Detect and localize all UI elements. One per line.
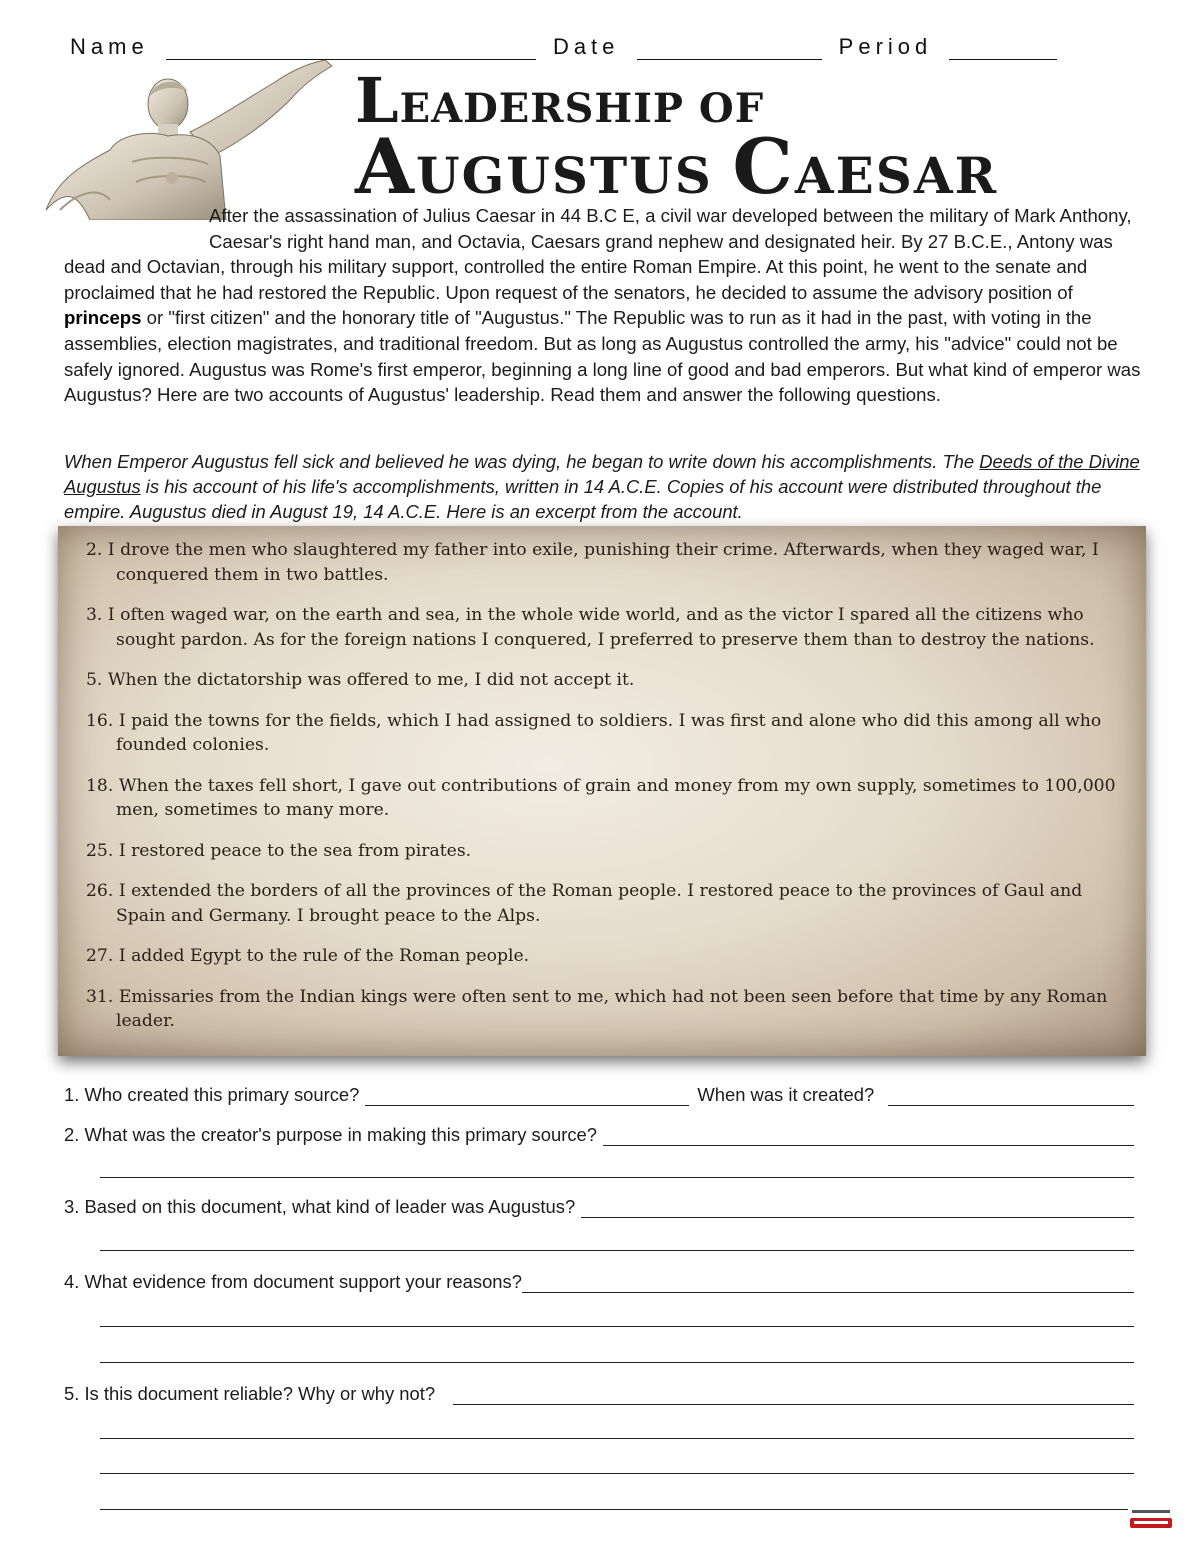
deed-item: 27. I added Egypt to the rule of the Roman people. <box>86 946 530 966</box>
answer-4-line[interactable] <box>522 1274 1134 1293</box>
question-3: 3. Based on this document, what kind of leader was Augustus? <box>64 1192 1134 1218</box>
answer-2-line[interactable] <box>603 1127 1134 1146</box>
deed-item: 2. I drove the men who slaughtered my father into exile, punishing their crime. Afterwards, when they waged war, I conquered them in two battles. <box>86 540 1099 585</box>
deed-item: 18. When the taxes fell short, I gave out contributions of grain and money from my own supply, sometimes to 100,000 men, sometimes to many more. <box>86 775 1116 820</box>
deeds-list <box>86 538 1126 1050</box>
student-info-line <box>70 34 1132 62</box>
name-label: Name <box>70 34 149 59</box>
worksheet-title <box>355 64 1135 211</box>
answer-5-line-extra[interactable] <box>100 1508 1134 1510</box>
answer-5-line-extra[interactable] <box>100 1437 1134 1439</box>
answer-1a-line[interactable] <box>365 1087 689 1106</box>
question-1: 1. Who created this primary source? When was it created? <box>64 1080 1134 1106</box>
deeds-excerpt-parchment <box>58 526 1146 1056</box>
intro-paragraph: After the assassination of Julius Caesar in 44 B.C E, a civil war developed between the military of Mark Anthony, Caesar's right hand man, and Octavia, Caesars grand nephew and designated heir. By 27 B.C.E., Antony was dead and Octavian, through his military support, controlled the entire Roman Empire. At this point, he went to the senate and proclaimed that he had restored the Republic. Upon request of the senators, he decided to assume the advisory position of princeps or "first citizen" and the honorary title of "Augustus." The Republic was to run as it had in the past, with voting in the assemblies, election magistrates, and traditional freedom. But as long as Augustus controlled the army, his "advice" could not be safely ignored. Augustus was Rome's first emperor, beginning a long line of good and bad emperors. But what kind of emperor was Augustus? Here are two accounts of Augustus' leadership. Read them and answer the following questions. <box>64 205 1141 406</box>
answer-2-line-extra[interactable] <box>100 1176 1134 1178</box>
answer-5-line-extra[interactable] <box>100 1472 1134 1474</box>
period-label: Period <box>838 34 933 59</box>
name-field[interactable] <box>166 39 536 60</box>
answer-5-line[interactable] <box>453 1386 1134 1405</box>
question-5: 5. Is this document reliable? Why or why not? <box>64 1379 1134 1405</box>
answer-4-line-extra[interactable] <box>100 1325 1134 1327</box>
deed-item: 25. I restored peace to the sea from pirates. <box>86 840 472 861</box>
source-context-paragraph: When Emperor Augustus fell sick and believed he was dying, he began to write down his accomplishments. The Deeds of the Divine Augustus is his account of his life's accomplishments, written in 14 A.C.E. Copies of his account were distributed throughout the empire. Augustus died in August 19, 14 A.C.E. Here is an excerpt from the account. <box>64 451 1140 522</box>
deed-item: 31. Emissaries from the Indian kings were often sent to me, which had not been seen before that time by any Roman leader. <box>86 986 1108 1031</box>
augustus-statue-image <box>40 60 360 220</box>
period-field[interactable] <box>949 39 1057 60</box>
deed-item: 5. When the dictatorship was offered to me, I did not accept it. <box>86 670 635 690</box>
publisher-logo <box>1128 1508 1174 1530</box>
question-2: 2. What was the creator's purpose in making this primary source? <box>64 1120 1134 1146</box>
date-field[interactable] <box>637 39 822 60</box>
answer-1b-line[interactable] <box>888 1087 1134 1106</box>
question-4: 4. What evidence from document support your reasons? <box>64 1267 1134 1293</box>
deed-item: 16. I paid the towns for the fields, which I had assigned to soldiers. I was first and alone who did this among all who founded colonies. <box>86 710 1102 755</box>
deed-item: 26. I extended the borders of all the provinces of the Roman people. I restored peace to the provinces of Gaul and Spain and Germany. I brought peace to the Alps. <box>86 881 1083 926</box>
answer-3-line-extra[interactable] <box>100 1249 1134 1251</box>
deed-item: 3. I often waged war, on the earth and sea, in the whole wide world, and as the victor I spared all the citizens who sought pardon. As for the foreign nations I conquered, I preferred to preserve them than to destroy the nations. <box>86 605 1095 650</box>
date-label: Date <box>552 34 620 59</box>
answer-4-line-extra[interactable] <box>100 1361 1134 1363</box>
answer-3-line[interactable] <box>581 1199 1134 1218</box>
source-title: Deeds of the Divine Augustus <box>64 451 1140 497</box>
title-line-1: LEADERSHIP OF <box>355 64 765 137</box>
princeps-term: princeps <box>64 307 142 329</box>
title-line-2: AUGUSTUS CAESAR <box>355 122 999 211</box>
